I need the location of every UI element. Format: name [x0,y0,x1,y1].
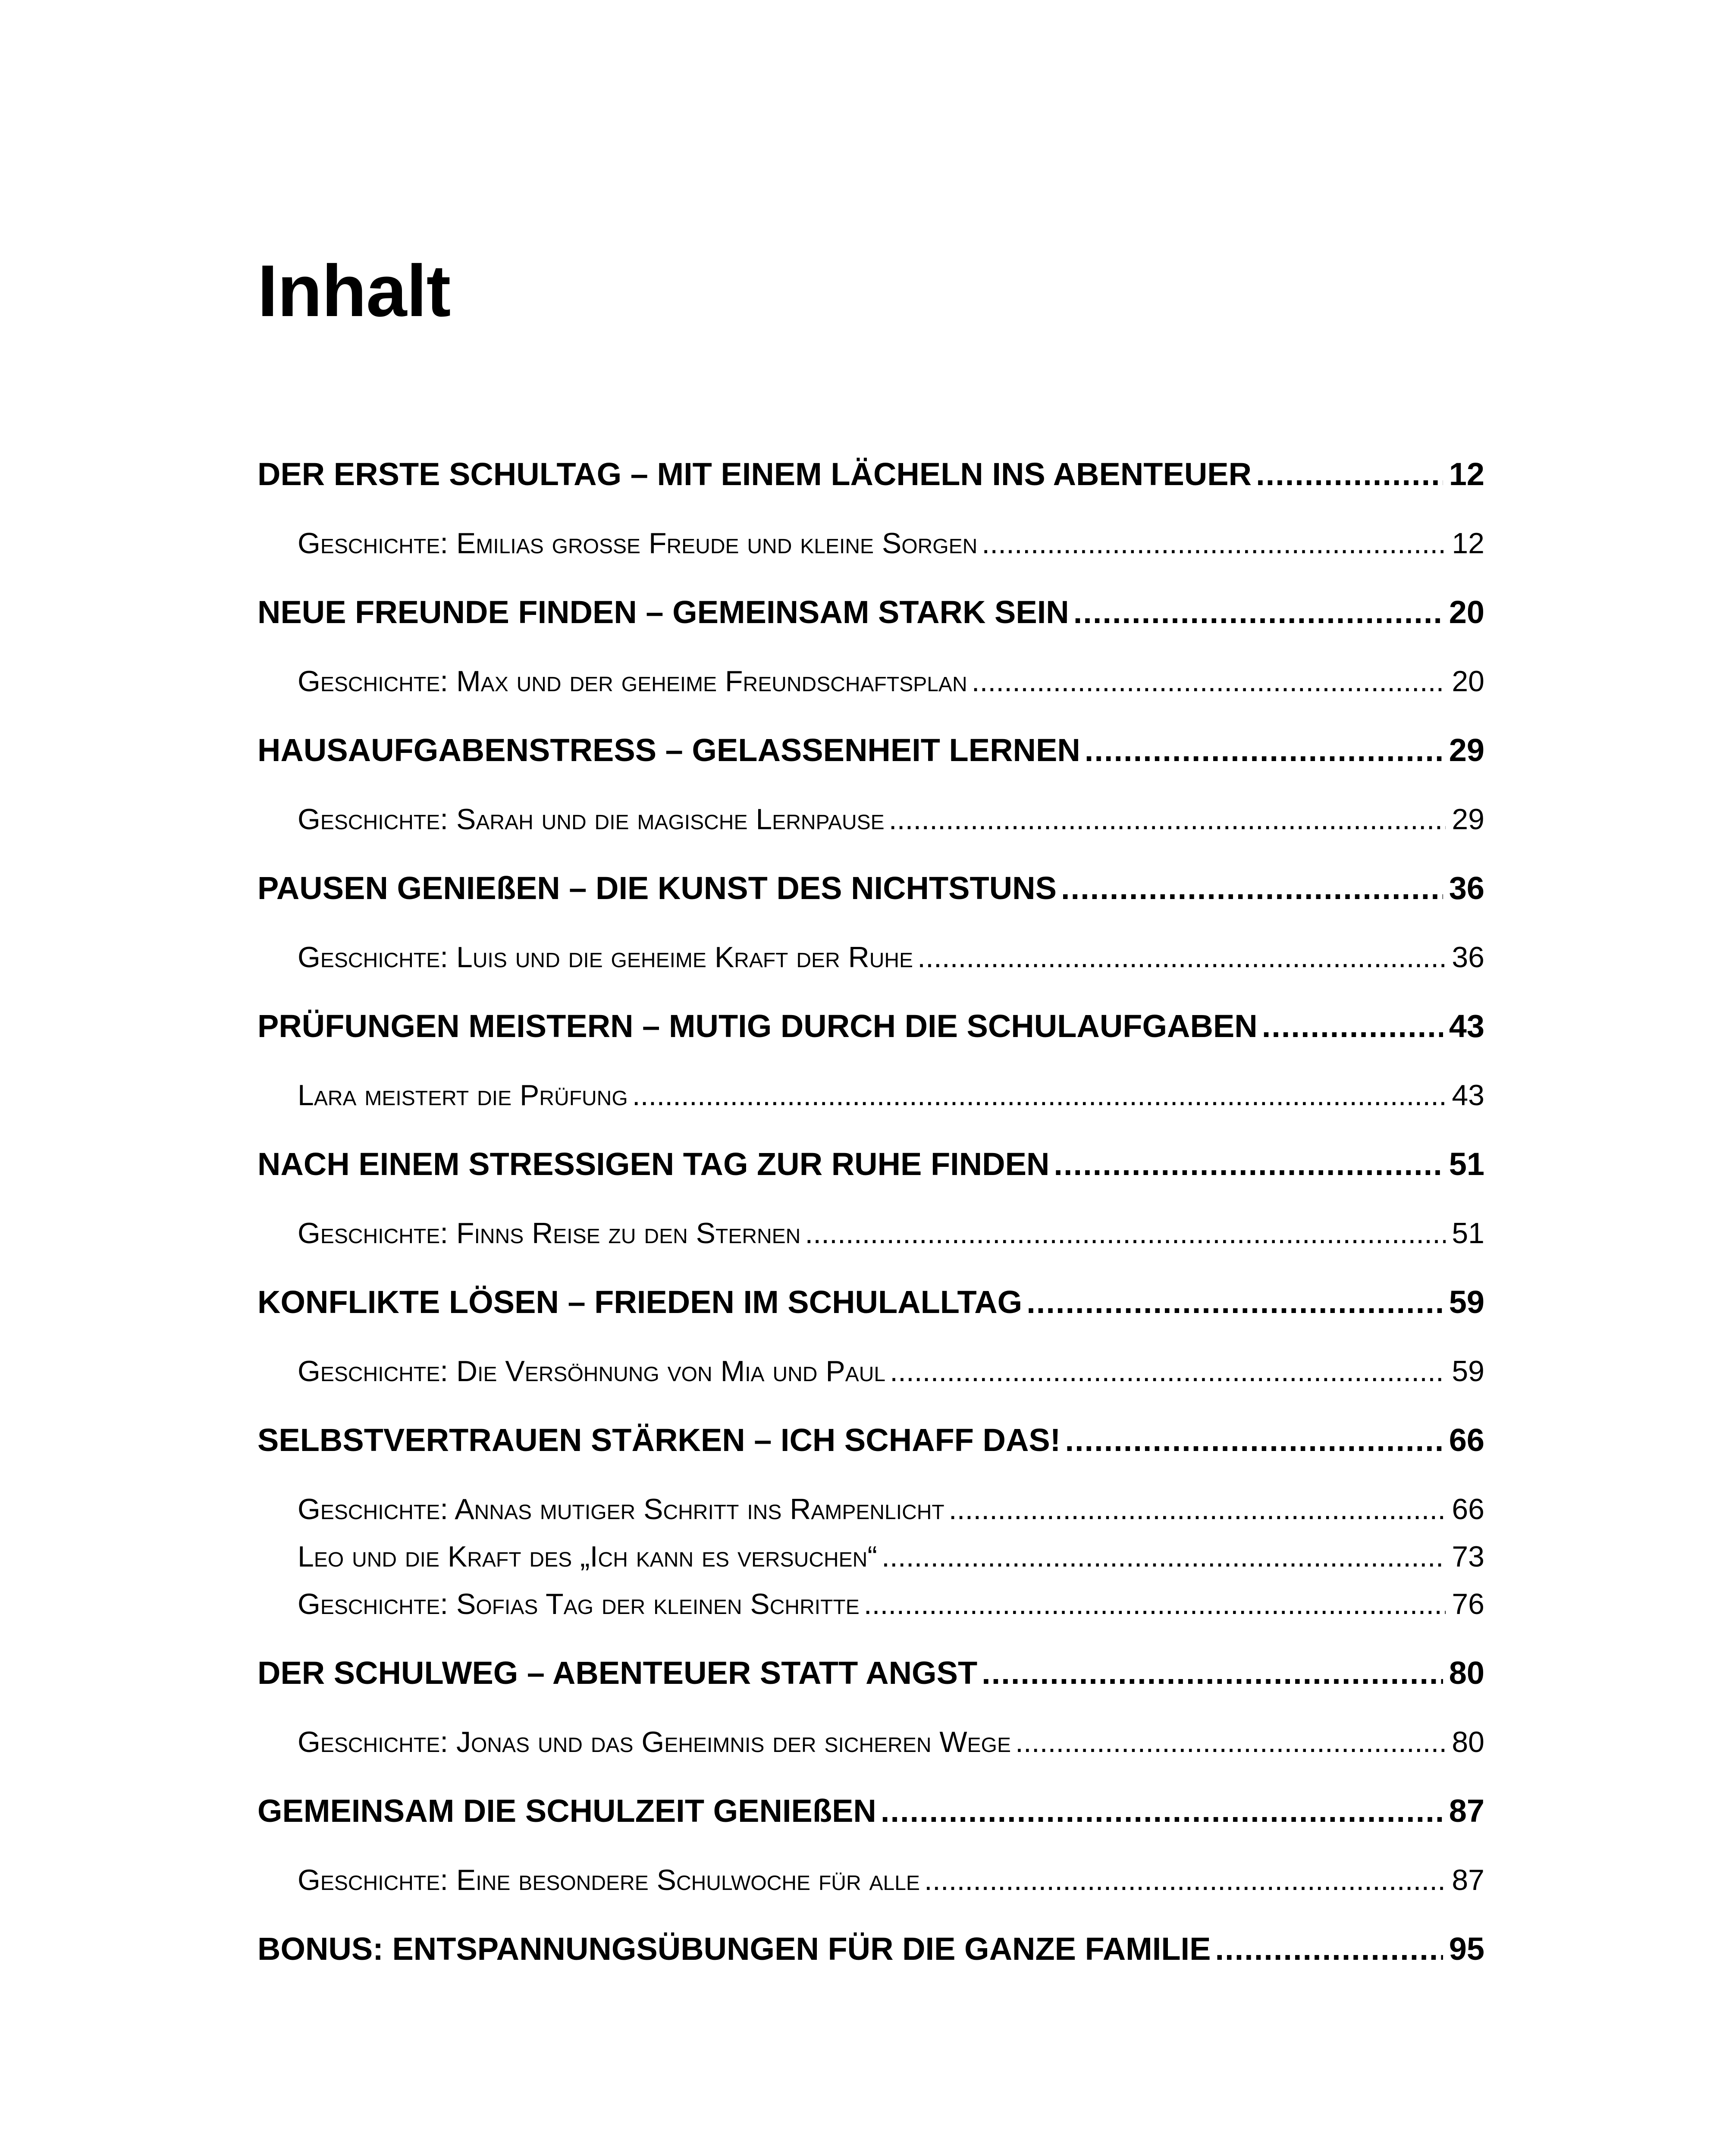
toc-story-entry [257,796,1484,843]
toc-entry-page-number: 12 [1452,527,1484,560]
toc-entry-title: Geschichte: Emilias große Freude und kleine Sorgen [298,527,978,560]
toc-entry-title: HAUSAUFGABENSTRESS – GELASSENHEIT LERNEN [257,732,1080,768]
toc-chapter-entry [257,1141,1484,1188]
toc-entry-title: KONFLIKTE LÖSEN – FRIEDEN IM SCHULALLTAG [257,1284,1023,1320]
dot-leader [1015,1718,1446,1766]
toc-entry-page-number: 51 [1449,1146,1484,1182]
toc-story-entry [257,1348,1484,1395]
dot-leader [1026,1279,1443,1326]
dot-leader [982,1649,1443,1697]
dot-leader [924,1856,1446,1904]
dot-leader [1065,1416,1443,1464]
toc-entry-title: DER SCHULWEG – ABENTEUER STATT ANGST [257,1655,978,1691]
toc-entry-title: NEUE FREUNDE FINDEN – GEMEINSAM STARK SEIN [257,594,1069,630]
toc-entry-title: Geschichte: Die Versöhnung von Mia und Paul [298,1355,886,1388]
dot-leader [972,658,1446,705]
dot-leader [1215,1925,1443,1973]
toc-entry-title: DER ERSTE SCHULTAG – MIT EINEM LÄCHELN INS ABENTEUER [257,456,1252,492]
dot-leader [1054,1141,1443,1188]
toc-entry-title: NACH EINEM STRESSIGEN TAG ZUR RUHE FINDEN [257,1146,1050,1182]
toc-entry-title: Geschichte: Finns Reise zu den Sternen [298,1217,801,1250]
toc-entry-title: Geschichte: Sofias Tag der kleinen Schritte [298,1588,860,1620]
toc-entry-page-number: 20 [1449,594,1484,630]
dot-leader [917,934,1446,981]
dot-leader [890,1348,1446,1395]
toc-entry-title: BONUS: ENTSPANNUNGSÜBUNGEN FÜR DIE GANZE FAMILIE [257,1931,1211,1967]
toc-entry-page-number: 87 [1452,1864,1484,1896]
toc-entry-title: SELBSTVERTRAUEN STÄRKEN – ICH SCHAFF DAS! [257,1422,1061,1458]
toc-chapter-entry [257,1925,1484,1973]
toc-chapter-entry [257,451,1484,498]
toc-entry-page-number: 29 [1452,803,1484,836]
toc-story-entry [257,1856,1484,1904]
toc-entry-page-number: 43 [1452,1079,1484,1112]
dot-leader [864,1580,1446,1628]
toc-story-entry [257,1533,1484,1580]
toc-entry-page-number: 20 [1452,665,1484,698]
toc-chapter-entry [257,1787,1484,1835]
dot-leader [1262,1003,1443,1050]
toc-chapter-entry [257,865,1484,912]
toc-entry-page-number: 29 [1449,732,1484,768]
toc-entry-page-number: 80 [1452,1726,1484,1758]
toc-chapter-entry [257,1003,1484,1050]
dot-leader [889,796,1446,843]
toc-entry-title: GEMEINSAM DIE SCHULZEIT GENIEßEN [257,1793,876,1829]
toc-entry-page-number: 12 [1449,456,1484,492]
dot-leader [982,520,1446,567]
toc-story-entry [257,1072,1484,1119]
dot-leader [1085,727,1443,774]
toc-story-entry [257,1718,1484,1766]
toc-entry-page-number: 66 [1452,1493,1484,1526]
toc-story-entry [257,1580,1484,1628]
dot-leader [881,1787,1443,1835]
toc-entry-title: Geschichte: Sarah und die magische Lernpause [298,803,885,836]
toc-entry-page-number: 73 [1452,1540,1484,1573]
toc-entry-page-number: 87 [1449,1793,1484,1829]
toc-chapter-entry [257,1416,1484,1464]
dot-leader [949,1485,1446,1533]
toc-chapter-entry [257,727,1484,774]
dot-leader [882,1533,1446,1580]
toc-entry-page-number: 59 [1452,1355,1484,1388]
toc-story-entry [257,520,1484,567]
toc-chapter-entry [257,589,1484,636]
dot-leader [805,1210,1446,1257]
toc-entry-title: PAUSEN GENIEßEN – DIE KUNST DES NICHTSTUNS [257,870,1057,906]
toc-entry-title: Geschichte: Jonas und das Geheimnis der sicheren Wege [298,1726,1011,1758]
dot-leader [1256,451,1443,498]
toc-entry-page-number: 80 [1449,1655,1484,1691]
toc-entry-page-number: 36 [1452,941,1484,974]
dot-leader [1073,589,1443,636]
toc-story-entry [257,658,1484,705]
toc-entry-title: PRÜFUNGEN MEISTERN – MUTIG DURCH DIE SCHULAUFGABEN [257,1008,1258,1044]
toc-entry-title: Geschichte: Luis und die geheime Kraft der Ruhe [298,941,913,974]
page-title: Inhalt [257,250,451,332]
dot-leader [632,1072,1446,1119]
toc-entry-page-number: 36 [1449,870,1484,906]
toc-entry-page-number: 66 [1449,1422,1484,1458]
toc-entry-title: Lara meistert die Prüfung [298,1079,628,1112]
toc-entry-title: Geschichte: Annas mutiger Schritt ins Rampenlicht [298,1493,944,1526]
toc-entry-page-number: 95 [1449,1931,1484,1967]
toc-entry-title: Geschichte: Eine besondere Schulwoche für alle [298,1864,920,1896]
toc-entry-page-number: 59 [1449,1284,1484,1320]
toc-story-entry [257,1485,1484,1533]
toc-entry-page-number: 76 [1452,1588,1484,1620]
toc-entry-page-number: 51 [1452,1217,1484,1250]
toc-chapter-entry [257,1279,1484,1326]
table-of-contents [257,451,1484,1973]
toc-chapter-entry [257,1649,1484,1697]
dot-leader [1061,865,1443,912]
toc-entry-page-number: 43 [1449,1008,1484,1044]
toc-story-entry [257,1210,1484,1257]
toc-entry-title: Leo und die Kraft des „Ich kann es versuchen“ [298,1540,877,1573]
toc-entry-title: Geschichte: Max und der geheime Freundschaftsplan [298,665,967,698]
toc-story-entry [257,934,1484,981]
